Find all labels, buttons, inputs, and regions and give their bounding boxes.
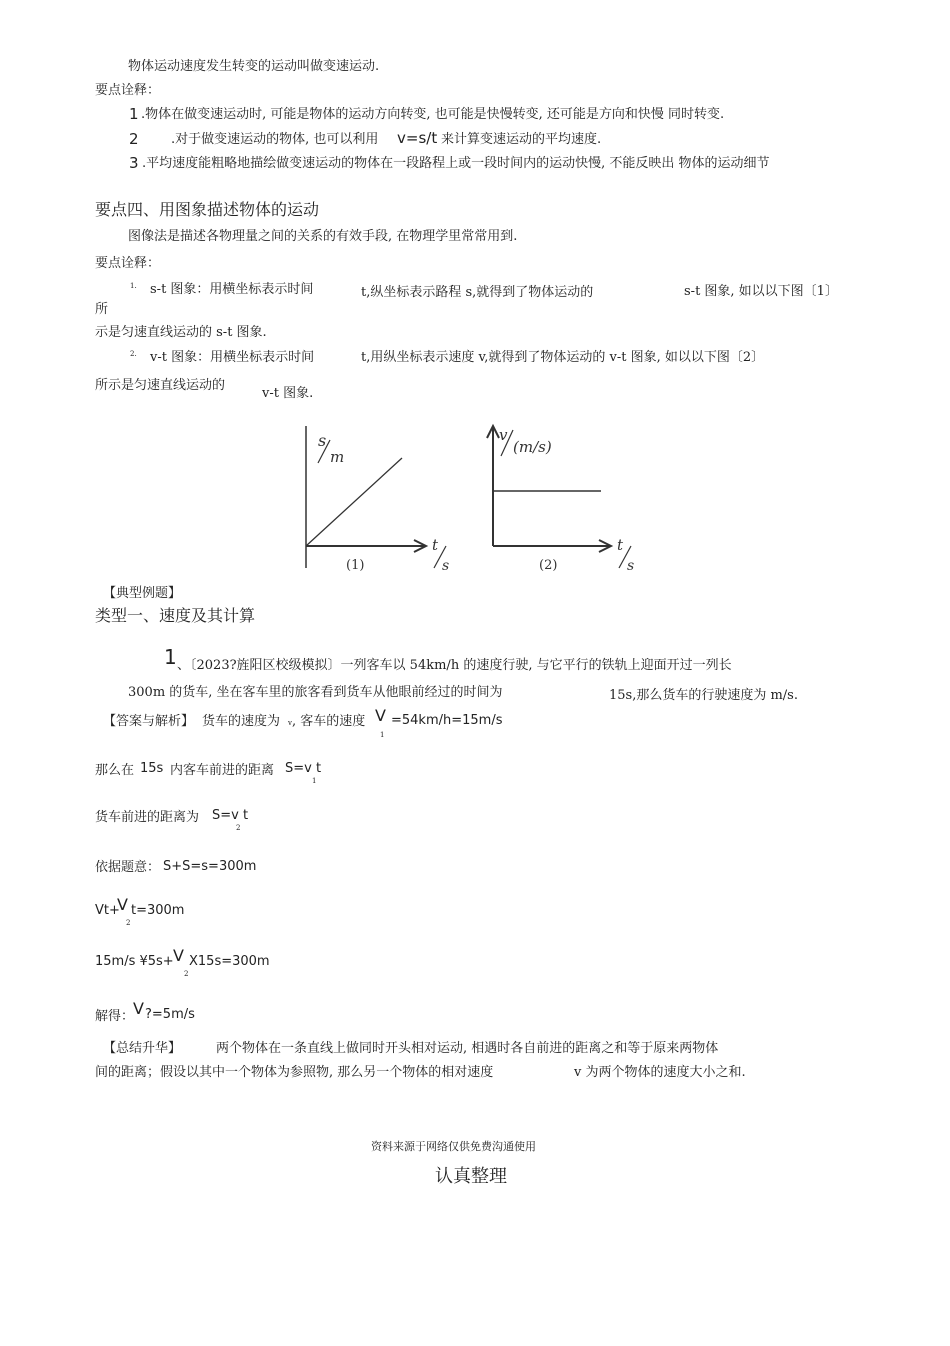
section-title: 要点四、用图象描述物体的运动 [95,200,320,219]
st-x-unit: s [442,558,450,574]
vt-caption: (2) [539,558,558,573]
solution-formula: S=v t [285,761,322,776]
item-text: 所示是匀速直线运动的 [95,378,226,393]
solution-formula: Vt+ [95,903,120,918]
section-intro: 图像法是描述各物理量之间的关系的有效手段, 在物理学里常常用到. [128,229,518,244]
solution-subscript: 1 [312,777,317,785]
note-number: 2 [129,130,139,148]
notes-label: 要点诠释： [95,83,161,98]
item-text: t,用纵坐标表示速度 v,就得到了物体运动的 v-t 图象, 如以以下图〔2〕 [361,350,765,365]
note-text: .平均速度能粗略地描绘做变速运动的物体在一段路程上或一段时间内的运动快慢, 不能反映出 物体的运动细节 [142,156,770,171]
vt-x-label: t [617,536,624,554]
answer-text: , 客车的速度 [292,714,366,729]
st-line [306,458,402,546]
item-number: 1. [130,282,137,290]
solution-subscript: 2 [184,970,189,978]
solution-symbol: V [173,946,184,965]
footer-title: 认真整理 [435,1166,507,1187]
solution-line: 解得： [95,1009,135,1024]
answer-subscript: v [288,719,292,727]
solution-subscript: 2 [126,919,131,927]
solution-formula: X15s=300m [189,954,270,969]
solution-formula: ?=5m/s [145,1007,195,1022]
item-text: 示是匀速直线运动的 s-t 图象. [95,325,267,340]
answer-label: 【答案与解析】 [103,714,195,729]
solution-formula: t=300m [131,903,185,918]
summary-label: 【总结升华】 [103,1041,182,1056]
answer-text: 货车的速度为 [202,714,281,729]
summary-text: v 为两个物体的速度大小之和. [574,1065,746,1080]
intro-line: 物体运动速度发生转变的运动叫做变速运动. [128,59,380,74]
item-text: v-t 图象：用横坐标表示时间 [150,350,315,365]
item-text: v-t 图象. [262,386,314,401]
solution-symbol: V [133,999,144,1018]
item-number: 2. [130,350,137,358]
vt-x-unit: s [627,558,635,574]
question-number: 1 [164,645,177,669]
note-text: .对于做变速运动的物体, 也可以利用 [171,132,379,147]
summary-text: 间的距离；假设以其中一个物体为参照物, 那么另一个物体的相对速度 [95,1065,494,1080]
item-text: 所 [95,302,109,317]
solution-line: 内客车前进的距离 [170,763,275,778]
solution-formula: 15m/s ¥5s+ [95,954,174,969]
examples-heading: 【典型例题】 [103,586,182,601]
st-caption: (1) [346,558,365,573]
solution-line: 货车前进的距离为 [95,810,200,825]
footer-source: 资料来源于网络仅供免费沟通使用 [371,1140,536,1153]
note-number: 3 [129,154,139,172]
solution-formula: S=v t [212,808,249,823]
answer-symbol: V [375,706,386,725]
formula: v=s/t [397,129,438,147]
st-y-unit: m [330,448,345,466]
question-text: 300m 的货车, 坐在客车里的旅客看到货车从他眼前经过的时间为 [128,685,503,700]
solution-line: 那么在 [95,763,135,778]
solution-line: 15s [140,761,164,776]
solution-formula: S+S=s=300m [163,859,257,874]
item-text: t,纵坐标表示路程 s,就得到了物体运动的 [361,285,594,300]
st-x-label: t [432,536,439,554]
st-graph [298,418,458,578]
item-text: s-t 图象, 如以以下图〔1〕 [684,284,838,299]
solution-line: 依据题意： [95,860,161,875]
summary-text: 两个物体在一条直线上做同时开头相对运动, 相遇时各自前进的距离之和等于原来两物体 [216,1041,719,1056]
solution-subscript: 2 [236,824,241,832]
note-number: 1 [129,105,139,123]
vt-y-unit: (m/s) [513,438,552,456]
vt-graph [483,418,653,578]
type-heading: 类型一、速度及其计算 [95,606,256,625]
note-text: 来计算变速运动的平均速度. [441,132,602,147]
question-text: 15s,那么货车的行驶速度为 m/s. [609,688,798,703]
solution-symbol: V [117,895,128,914]
notes-label: 要点诠释： [95,256,161,271]
st-y-label: s [318,431,327,450]
answer-subscript: 1 [380,731,385,739]
note-text: .物体在做变速运动时, 可能是物体的运动方向转变, 也可能是快慢转变, 还可能是方向和快慢 同时转变. [141,107,725,122]
answer-text: =54km/h=15m/s [391,713,503,728]
item-text: s-t 图象：用横坐标表示时间 [150,282,314,297]
vt-y-label: v [499,426,508,444]
question-text: 、〔2023?旌阳区校级模拟〕一列客车以 54km/h 的速度行驶, 与它平行的铁轨上迎面开过一列长 [177,658,732,673]
